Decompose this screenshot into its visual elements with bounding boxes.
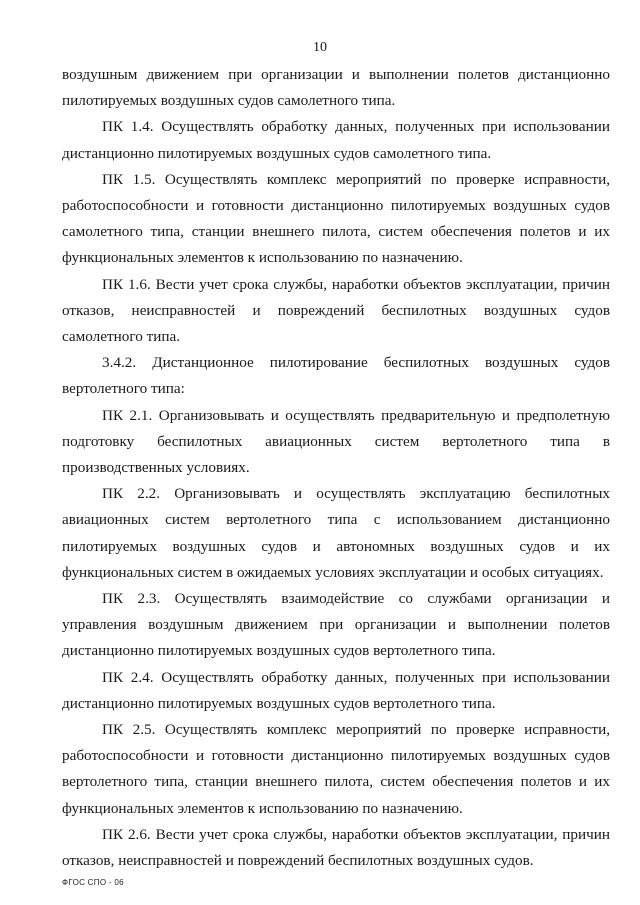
paragraph-pk-2-1: ПК 2.1. Организовывать и осуществлять предварительную и предполетную подготовку беспилотных авиационных систем вертолетного типа в производственных условиях. <box>62 406 610 477</box>
paragraph-pk-2-5: ПК 2.5. Осуществлять комплекс мероприятий по проверке исправности, работоспособности и готовности дистанционно пилотируемых воздушных судов вертолетного типа, станции внешнего пилота, систем обеспечения полетов и их функциональных элементов к использованию по назначению. <box>62 721 610 817</box>
footer-document-code: ФГОС СПО - 06 <box>62 878 124 887</box>
paragraph-pk-1-6: ПК 1.6. Вести учет срока службы, наработки объектов эксплуатации, причин отказов, неисправностей и повреждений беспилотных воздушных судов самолетного типа. <box>62 275 610 346</box>
paragraph-pk-2-4: ПК 2.4. Осуществлять обработку данных, полученных при использовании дистанционно пилотируемых воздушных судов вертолетного типа. <box>62 668 610 712</box>
paragraph-pk-1-4: ПК 1.4. Осуществлять обработку данных, полученных при использовании дистанционно пилотируемых воздушных судов самолетного типа. <box>62 118 610 162</box>
document-body <box>62 62 610 874</box>
paragraph-pk-2-6: ПК 2.6. Вести учет срока службы, наработки объектов эксплуатации, причин отказов, неисправностей и повреждений беспилотных воздушных судов. <box>62 825 610 870</box>
paragraph-continuation: воздушным движением при организации и выполнении полетов дистанционно пилотируемых воздушных судов самолетного типа. <box>62 66 610 110</box>
paragraph-pk-2-2: ПК 2.2. Организовывать и осуществлять эксплуатацию беспилотных авиационных систем вертолетного типа с использованием дистанционно пилотируемых воздушных судов и автономных воздушных судов и их функциональных систем в ожидаемых условиях эксплуатации и особых ситуациях. <box>62 485 610 581</box>
paragraph-pk-1-5: ПК 1.5. Осуществлять комплекс мероприятий по проверке исправности, работоспособности и готовности дистанционно пилотируемых воздушных судов самолетного типа, станции внешнего пилота, систем обеспечения полетов и их функциональных элементов к использованию по назначению. <box>62 170 610 267</box>
section-heading-3-4-2: 3.4.2. Дистанционное пилотирование беспилотных воздушных судов вертолетного типа: <box>62 354 610 398</box>
paragraph-pk-2-3: ПК 2.3. Осуществлять взаимодействие со службами организации и управления воздушным движением при организации и выполнении полетов дистанционно пилотируемых воздушных судов вертолетного типа. <box>62 590 610 660</box>
page-number: 10 <box>313 40 327 55</box>
